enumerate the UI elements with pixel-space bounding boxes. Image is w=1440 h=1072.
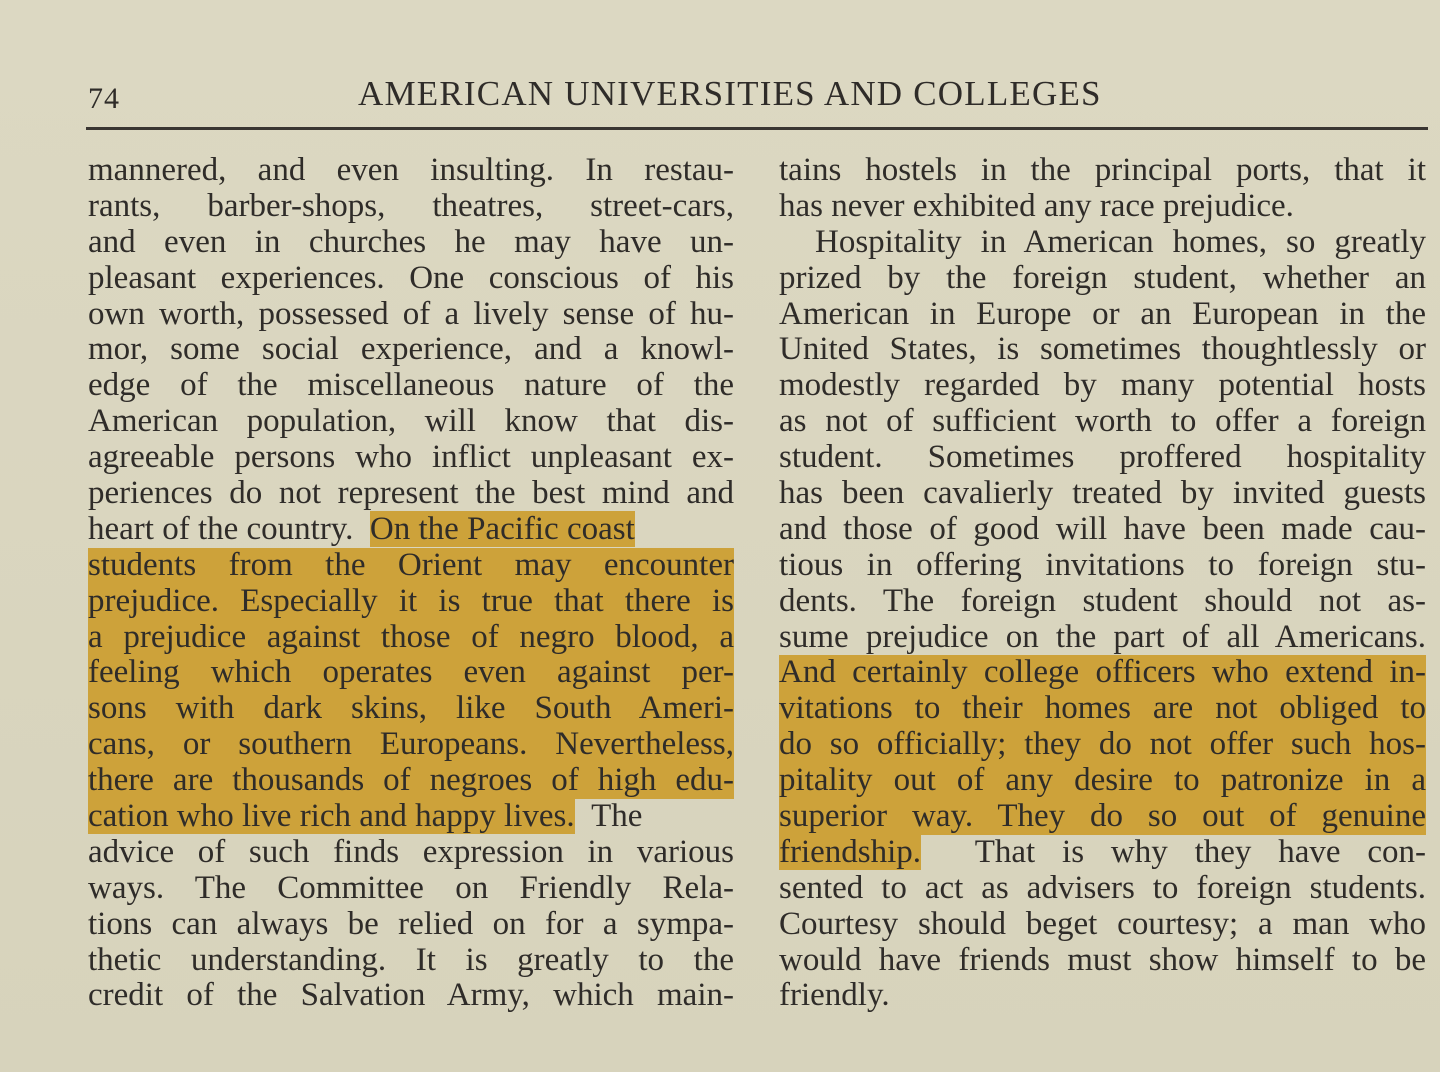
highlighted-line: there are thousands of negroes of high edu-: [88, 762, 734, 799]
text-fragment: The: [591, 798, 643, 835]
running-title: AMERICAN UNIVERSITIES AND COLLEGES: [358, 74, 1102, 113]
text-line: pleasant experiences. One conscious of his: [88, 259, 734, 296]
text-line: mannered, and even insulting. In restau-: [88, 152, 734, 188]
highlighted-text: cation who live rich and happy lives.: [88, 798, 575, 835]
highlighted-line: prejudice. Especially it is true that there is: [88, 582, 734, 619]
text-line: student. Sometimes proffered hospitality: [779, 439, 1426, 476]
text-line: [88, 799, 734, 835]
highlighted-text: friendship.: [779, 833, 922, 870]
text-fragment: That is why they have con-: [974, 833, 1427, 870]
highlighted-line: pitality out of any desire to patronize in a: [779, 762, 1426, 799]
text-line: credit of the Salvation Army, which main-: [88, 977, 734, 1014]
text-line: Courtesy should beget courtesy; a man who: [779, 905, 1426, 942]
text-line: rants, barber-shops, theatres, street-cars,: [88, 187, 734, 224]
right-column: [779, 153, 1426, 1014]
text-line: United States, is sometimes thoughtlessly or: [779, 331, 1426, 368]
text-line: mor, some social experience, and a knowl-: [88, 331, 734, 368]
text-line: periences do not represent the best mind and: [88, 475, 734, 512]
text-line: American population, will know that dis-: [88, 403, 734, 440]
page-number: 74: [88, 82, 120, 115]
highlighted-line: students from the Orient may encounter: [88, 546, 734, 583]
text-line: prized by the foreign student, whether an: [779, 259, 1426, 296]
text-line: as not of sufficient worth to offer a foreign: [779, 403, 1426, 440]
text-fragment: heart of the country.: [88, 510, 354, 547]
highlighted-text: On the Pacific coast: [369, 510, 635, 547]
text-line: agreeable persons who inflict unpleasant ex-: [88, 439, 734, 476]
highlighted-line: do so officially; they do not offer such hos-: [779, 726, 1426, 763]
highlighted-line: vitations to their homes are not obliged to: [779, 690, 1426, 727]
highlighted-line: cans, or southern Europeans. Nevertheless,: [88, 726, 734, 763]
highlighted-line: And certainly college officers who extend in-: [779, 654, 1426, 691]
highlighted-line: feeling which operates even against per-: [88, 654, 734, 691]
text-line: tions can always be relied on for a sympa-: [88, 905, 734, 942]
header-rule: [86, 127, 1428, 130]
text-line: thetic understanding. It is greatly to the: [88, 941, 734, 978]
text-line: ways. The Committee on Friendly Rela-: [88, 869, 734, 906]
text-line: edge of the miscellaneous nature of the: [88, 367, 734, 404]
text-line: modestly regarded by many potential hosts: [779, 367, 1426, 404]
text-line: advice of such finds expression in various: [88, 833, 734, 870]
text-line: sented to act as advisers to foreign students.: [779, 869, 1426, 906]
highlighted-line: sons with dark skins, like South Ameri-: [88, 690, 734, 727]
left-column: [88, 153, 734, 1014]
text-line: tains hostels in the principal ports, that it: [779, 152, 1426, 188]
text-line: [779, 835, 1426, 871]
text-line: sume prejudice on the part of all Americans.: [779, 618, 1426, 655]
text-line: has been cavalierly treated by invited guests: [779, 475, 1426, 512]
text-line: friendly.: [779, 977, 890, 1014]
text-line: would have friends must show himself to be: [779, 941, 1426, 978]
text-line: and even in churches he may have un-: [88, 223, 734, 260]
text-line: and those of good will have been made cau-: [779, 510, 1426, 547]
text-line: own worth, possessed of a lively sense of hu-: [88, 295, 734, 332]
text-line: tious in offering invitations to foreign stu-: [779, 546, 1426, 583]
text-line: has never exhibited any race prejudice.: [779, 187, 1294, 224]
text-line: American in Europe or an European in the: [779, 295, 1426, 332]
highlighted-line: a prejudice against those of negro blood, a: [88, 618, 734, 655]
text-line: [88, 512, 734, 548]
text-line: dents. The foreign student should not as-: [779, 582, 1426, 619]
highlighted-line: superior way. They do so out of genuine: [779, 798, 1426, 835]
text-line: Hospitality in American homes, so greatly: [815, 223, 1426, 260]
